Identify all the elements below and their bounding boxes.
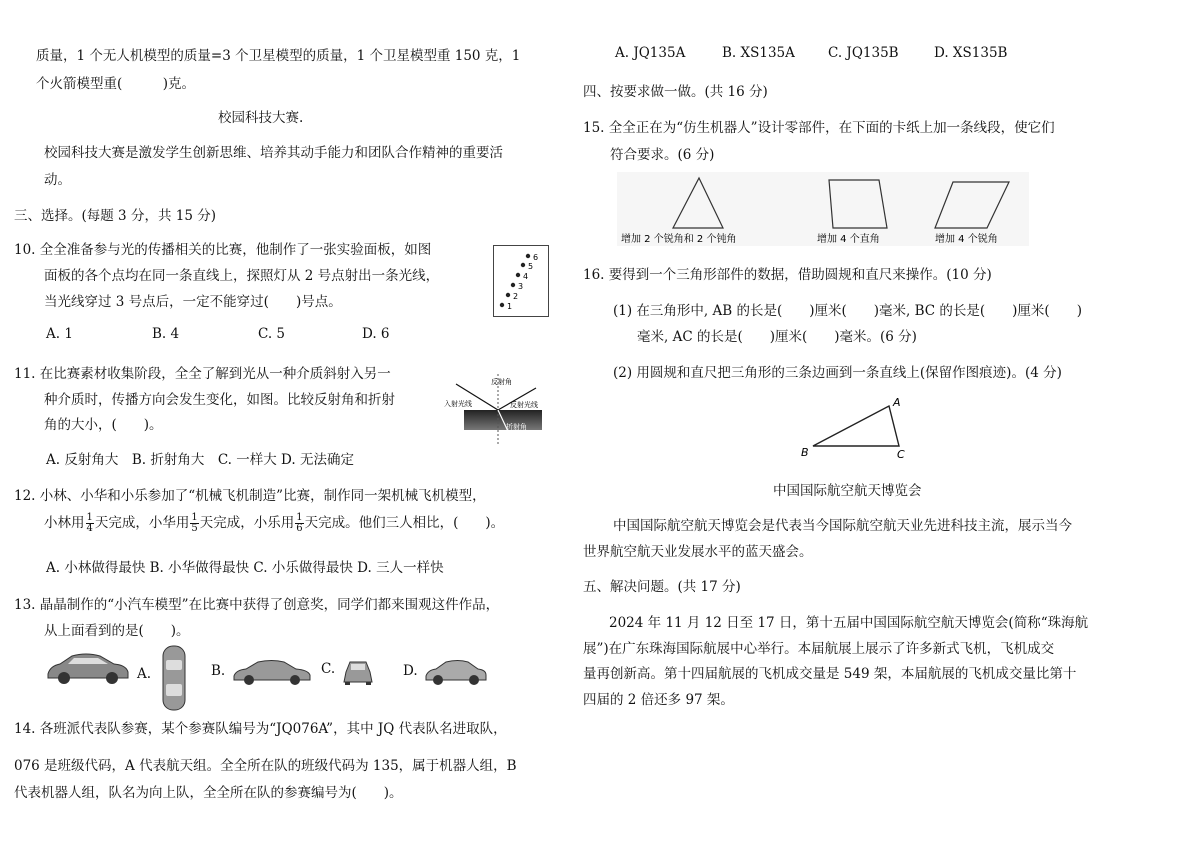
q13-line-1: 13. 晶晶制作的“小汽车模型”在比赛中获得了创意奖，同学们都来围观这件作品， <box>14 597 500 613</box>
section-5-heading: 五、解决问题。(共 17 分) <box>583 579 741 595</box>
intro-line-1: 质量，1 个无人机模型的质量=3 个卫星模型的质量，1 个卫星模型重 150 克，1 <box>36 48 521 64</box>
q13-label-b: B. <box>211 663 226 679</box>
q14-option-c: C. JQ135B <box>828 45 899 61</box>
car-side-view-icon <box>424 658 488 686</box>
svg-text:4: 4 <box>523 272 529 281</box>
q10-line-1: 10. 全全准备参与光的传播相关的比赛，他制作了一张实验面板，如图 <box>14 242 432 258</box>
problem-line-1: 2024 年 11 月 12 日至 17 日，第十五届中国国际航空航天博览会(简称“珠海航 <box>609 615 1089 631</box>
svg-text:A: A <box>893 396 901 409</box>
svg-text:2: 2 <box>513 292 519 301</box>
q12-options: A. 小林做得最快 B. 小华做得最快 C. 小乐做得最快 D. 三人一样快 <box>46 560 444 576</box>
svg-text:6: 6 <box>533 253 539 262</box>
contest-title: 校园科技大赛. <box>218 110 304 126</box>
q11-line-1: 11. 在比赛素材收集阶段，全全了解到光从一种介质斜射入另一 <box>14 366 391 382</box>
caption-trapezoid: 增加 4 个直角 <box>817 234 880 245</box>
fraction-sixth: $\frac{1}{6}$ <box>296 512 303 534</box>
contest-desc-1: 校园科技大赛是激发学生创新思维、培养其动手能力和团队合作精神的重要活 <box>44 145 503 161</box>
q14-line-3: 代表机器人组，队名为向上队，全全所在队的参赛编号为( )。 <box>14 785 403 801</box>
q11-options: A. 反射角大 B. 折射角大 C. 一样大 D. 无法确定 <box>46 452 354 468</box>
expo-desc-1: 中国国际航空航天博览会是代表当今国际航空航天业先进科技主流，展示当今 <box>613 518 1072 534</box>
q13-line-2: 从上面看到的是( )。 <box>44 623 190 639</box>
q15-line-2: 符合要求。(6 分) <box>610 147 715 163</box>
q14-line-2: 076 是班级代码，A 代表航天组。全全所在队的班级代码为 135，属于机器人组，B <box>14 758 517 774</box>
q10-option-b: B. 4 <box>152 326 180 342</box>
q12-text-3: 天完成，小乐用 <box>199 515 295 531</box>
svg-text:1: 1 <box>507 302 513 311</box>
svg-text:C: C <box>897 448 905 461</box>
q11-line-3: 角的大小，( )。 <box>44 417 163 433</box>
q10-line-2: 面板的各个点均在同一条直线上，探照灯从 2 号点射出一条光线， <box>44 268 440 284</box>
car-side-view-icon <box>232 658 312 686</box>
q11-line-2: 种介质时，传播方向会发生变化，如图。比较反射角和折射 <box>44 392 395 408</box>
q10-line-3: 当光线穿过 3 号点后，一定不能穿过( )号点。 <box>44 294 342 310</box>
section-3-heading: 三、选择。(每题 3 分，共 15 分) <box>14 208 216 224</box>
svg-text:B: B <box>801 446 809 459</box>
q14-option-a: A. JQ135A <box>615 45 686 61</box>
q12-text-4: 天完成。他们三人相比，( )。 <box>304 515 505 531</box>
intro-line-2: 个火箭模型重( )克。 <box>36 76 196 92</box>
svg-text:反射角: 反射角 <box>491 378 512 386</box>
svg-text:3: 3 <box>518 282 524 291</box>
expo-title: 中国国际航空航天博览会 <box>773 483 922 499</box>
q11-refraction-figure <box>444 372 548 448</box>
fraction-fifth: $\frac{1}{5}$ <box>191 512 198 534</box>
q12-text-1: 小林用 <box>44 515 85 531</box>
q13-label-d: D. <box>403 663 418 679</box>
q15-line-1: 15. 全全正在为“仿生机器人”设计零部件，在下面的卡纸上加一条线段，使它们 <box>583 120 1055 136</box>
q10-option-c: C. 5 <box>258 326 286 342</box>
q14-line-1: 14. 各班派代表队参赛，某个参赛队编号为“JQ076A”，其中 JQ 代表队名进取队， <box>14 721 507 737</box>
q16-part1-line-2: 毫米, AC 的长是( )厘米( )毫米。(6 分) <box>637 329 917 345</box>
svg-text:5: 5 <box>528 262 534 271</box>
q10-option-a: A. 1 <box>46 326 73 342</box>
car-side-view-icon <box>46 648 130 688</box>
problem-line-2: 展”)在广东珠海国际航展中心举行。本届航展上展示了许多新式飞机，飞机成交 <box>583 641 1055 657</box>
q15-shapes-card <box>617 172 1029 246</box>
caption-triangle: 增加 2 个锐角和 2 个钝角 <box>621 234 737 245</box>
q16-part2: (2) 用圆规和直尺把三角形的三条边画到一条直线上(保留作图痕迹)。(4 分) <box>613 365 1062 381</box>
car-front-view-icon <box>342 658 374 686</box>
car-top-view-icon <box>160 644 188 712</box>
q12-line-1: 12. 小林、小华和小乐参加了“机械飞机制造”比赛，制作同一架机械飞机模型， <box>14 488 486 504</box>
q13-label-a: A. <box>137 666 152 682</box>
section-4-heading: 四、按要求做一做。(共 16 分) <box>583 84 768 100</box>
problem-line-4: 四届的 2 倍还多 97 架。 <box>583 692 734 708</box>
fraction-quarter: $\frac{1}{4}$ <box>86 512 93 534</box>
q13-label-c: C. <box>321 661 336 677</box>
svg-text:折射角: 折射角 <box>506 423 527 431</box>
q12-line-2 <box>44 511 504 534</box>
q10-point-panel-figure <box>493 245 549 317</box>
contest-desc-2: 动。 <box>44 172 71 188</box>
q10-option-d: D. 6 <box>362 326 390 342</box>
q14-option-d: D. XS135B <box>934 45 1008 61</box>
q16-line-1: 16. 要得到一个三角形部件的数据，借助圆规和直尺来操作。(10 分) <box>583 267 992 283</box>
q14-option-b: B. XS135A <box>722 45 795 61</box>
caption-parallelogram: 增加 4 个锐角 <box>935 234 998 245</box>
svg-text:入射光线: 入射光线 <box>444 400 472 408</box>
svg-text:反射光线: 反射光线 <box>510 401 538 409</box>
triangle-abc-figure <box>797 392 917 462</box>
problem-line-3: 量再创新高。第十四届航展的飞机成交量是 549 架，本届航展的飞机成交量比第十 <box>583 666 1077 682</box>
expo-desc-2: 世界航空航天业发展水平的蓝天盛会。 <box>583 544 813 560</box>
q12-text-2: 天完成，小华用 <box>94 515 190 531</box>
q16-part1-line-1: (1) 在三角形中, AB 的长是( )厘米( )毫米, BC 的长是( )厘米( ) <box>613 303 1082 319</box>
